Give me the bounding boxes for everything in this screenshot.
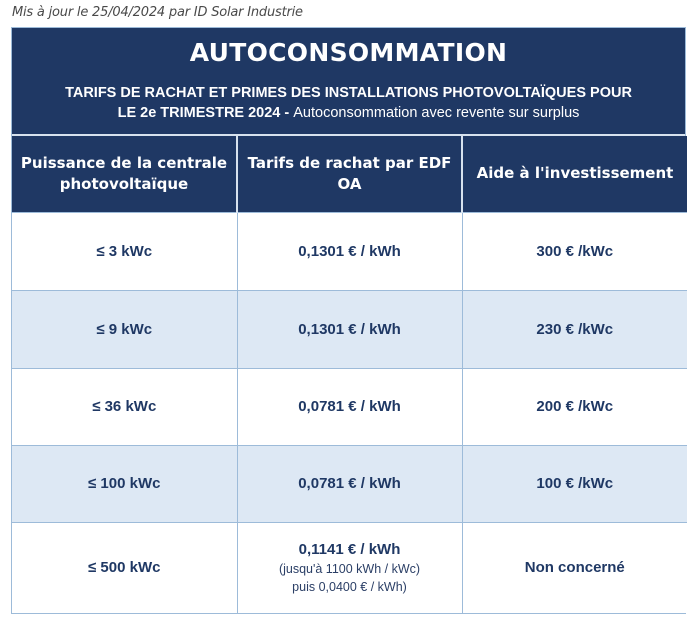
subtitle-line2-bold: LE 2e TRIMESTRE 2024 xyxy=(117,105,281,121)
power-cell: ≤ 36 kWc xyxy=(12,368,237,445)
aid-cell: 200 € /kWc xyxy=(462,368,687,445)
subtitle-line2-normal: Autoconsommation avec revente sur surplus xyxy=(293,105,580,121)
tariff-sheet xyxy=(11,27,686,614)
tariff-cell: 0,0781 € / kWh xyxy=(237,445,462,522)
tariff-cell: 0,1301 € / kWh xyxy=(237,290,462,368)
power-cell: ≤ 100 kWc xyxy=(12,445,237,522)
subtitle-line1: TARIFS DE RACHAT ET PRIMES DES INSTALLATIONS PHOTOVOLTAÏQUES POUR xyxy=(65,85,632,101)
table-row xyxy=(12,368,687,445)
tariff-value: 0,1141 € / kWh xyxy=(298,540,401,558)
power-cell: ≤ 500 kWc xyxy=(12,522,237,613)
column-header-tariff: Tarifs de rachat par EDF OA xyxy=(237,136,462,212)
aid-cell: 100 € /kWc xyxy=(462,445,687,522)
table-row xyxy=(12,445,687,522)
tariff-cell: 0,0781 € / kWh xyxy=(237,368,462,445)
tariff-note-line1: (jusqu'à 1100 kWh / kWc) xyxy=(278,561,421,576)
aid-cell: 300 € /kWc xyxy=(462,212,687,290)
tariff-table xyxy=(12,136,687,613)
table-row xyxy=(12,212,687,290)
tariff-cell xyxy=(237,522,462,613)
column-header-power: Puissance de la centrale photovoltaïque xyxy=(12,136,237,212)
title-band xyxy=(12,28,685,136)
page-title: AUTOCONSOMMATION xyxy=(189,38,508,67)
aid-cell: 230 € /kWc xyxy=(462,290,687,368)
column-header-aid: Aide à l'investissement xyxy=(462,136,687,212)
power-cell: ≤ 9 kWc xyxy=(12,290,237,368)
table-header-row xyxy=(12,136,687,212)
power-cell: ≤ 3 kWc xyxy=(12,212,237,290)
updated-note: Mis à jour le 25/04/2024 par ID Solar Industrie xyxy=(12,5,303,20)
table-row xyxy=(12,522,687,613)
tariff-cell: 0,1301 € / kWh xyxy=(237,212,462,290)
table-row xyxy=(12,290,687,368)
subtitle-separator: - xyxy=(280,105,294,121)
aid-cell: Non concerné xyxy=(462,522,687,613)
tariff-note-line2: puis 0,0400 € / kWh) xyxy=(292,579,407,594)
page-subtitle xyxy=(12,83,685,123)
